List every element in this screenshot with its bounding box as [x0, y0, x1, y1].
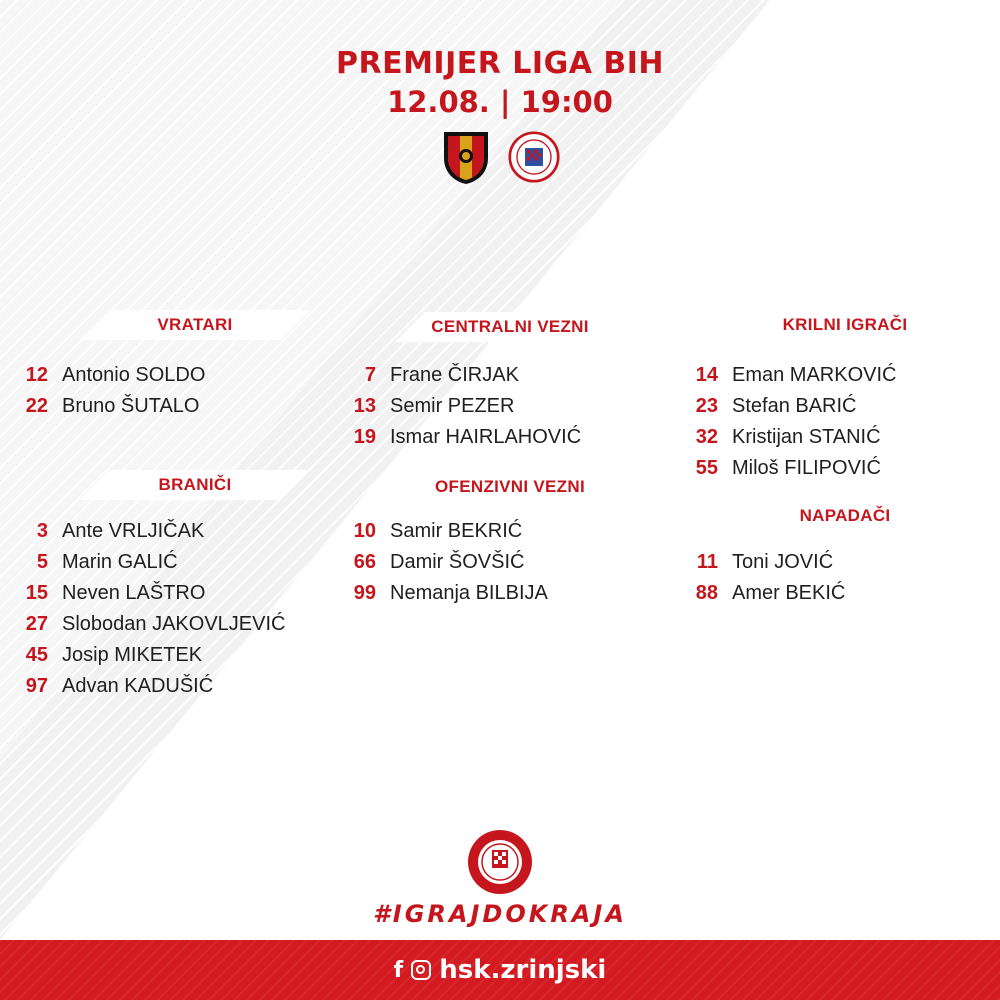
section-wingers: KRILNI IGRAČI	[730, 310, 960, 340]
zrinjski-footer-crest-icon	[466, 828, 534, 896]
player-name: Marin GALIĆ	[62, 550, 178, 573]
player-row	[682, 391, 857, 421]
player-number: 7	[364, 363, 376, 386]
zrinjski-crest-icon	[508, 128, 560, 186]
player-name: Eman MARKOVIĆ	[732, 363, 897, 386]
league-title: PREMIJER LIGA BIH	[336, 46, 664, 81]
instagram-icon[interactable]	[411, 960, 431, 980]
player-number: 10	[353, 519, 376, 542]
player-name: Miloš FILIPOVIĆ	[732, 456, 881, 479]
player-row	[682, 360, 896, 390]
player-name: Ante VRLJIČAK	[62, 519, 205, 542]
section-forwards: NAPADAČI	[730, 501, 960, 531]
player-name: Amer BEKIĆ	[732, 581, 846, 604]
section-goalkeepers: VRATARI	[80, 310, 310, 340]
player-name: Samir BEKRIĆ	[390, 519, 523, 542]
player-row	[12, 547, 178, 577]
player-number: 22	[25, 394, 48, 417]
player-number: 23	[695, 394, 718, 417]
player-row	[12, 360, 205, 390]
player-row	[12, 516, 204, 546]
player-name: Advan KADUŠIĆ	[62, 674, 214, 697]
player-row	[12, 391, 199, 421]
player-name: Nemanja BILBIJA	[390, 581, 548, 604]
player-name: Slobodan JAKOVLJEVIĆ	[62, 612, 286, 635]
section-attacking-midfielders: OFENZIVNI VEZNI	[395, 472, 625, 502]
hashtag-slogan: #IGRAJDOKRAJA	[373, 900, 627, 928]
player-number: 3	[36, 519, 48, 542]
match-date-time: 12.08. | 19:00	[387, 85, 613, 119]
section-defenders: BRANIČI	[80, 470, 310, 500]
player-number: 55	[695, 456, 718, 479]
player-row	[12, 609, 285, 639]
player-row	[340, 578, 548, 608]
player-number: 11	[696, 550, 718, 573]
player-number: 14	[695, 363, 718, 386]
player-row	[340, 391, 514, 421]
player-row	[682, 422, 881, 452]
player-name: Toni JOVIĆ	[732, 550, 834, 573]
social-footer-bar	[0, 940, 1000, 1000]
player-name: Bruno ŠUTALO	[62, 394, 200, 417]
player-number: 12	[25, 363, 48, 386]
player-name: Neven LAŠTRO	[62, 581, 206, 604]
player-number: 5	[36, 550, 48, 573]
player-number: 19	[353, 425, 376, 448]
player-number: 88	[695, 581, 718, 604]
player-number: 99	[353, 581, 376, 604]
team-crests	[0, 128, 1000, 186]
player-row	[340, 360, 519, 390]
player-number: 13	[353, 394, 376, 417]
facebook-icon[interactable]: f	[393, 957, 404, 983]
player-name: Stefan BARIĆ	[732, 394, 857, 417]
player-name: Semir PEZER	[390, 394, 515, 417]
player-number: 32	[695, 425, 718, 448]
player-name: Frane ČIRJAK	[390, 363, 519, 386]
player-number: 45	[25, 643, 48, 666]
player-number: 15	[25, 581, 48, 604]
player-row	[340, 547, 524, 577]
player-row	[682, 578, 845, 608]
player-row	[12, 640, 202, 670]
player-name: Damir ŠOVŠIĆ	[390, 550, 525, 573]
social-handle[interactable]: hsk.zrinjski	[439, 955, 607, 985]
player-name: Josip MIKETEK	[62, 643, 203, 666]
player-number: 27	[25, 612, 48, 635]
player-number: 66	[353, 550, 376, 573]
home-club-crest-icon	[440, 128, 492, 186]
player-row	[682, 453, 881, 483]
player-name: Kristijan STANIĆ	[732, 425, 881, 448]
player-row	[12, 671, 213, 701]
match-header	[0, 44, 1000, 120]
player-number: 97	[25, 674, 48, 697]
player-name: Antonio SOLDO	[62, 363, 206, 386]
player-row	[682, 547, 833, 577]
player-row	[12, 578, 205, 608]
player-name: Ismar HAIRLAHOVIĆ	[390, 425, 582, 448]
section-central-midfielders: CENTRALNI VEZNI	[395, 312, 625, 342]
player-row	[340, 516, 522, 546]
player-row	[340, 422, 581, 452]
